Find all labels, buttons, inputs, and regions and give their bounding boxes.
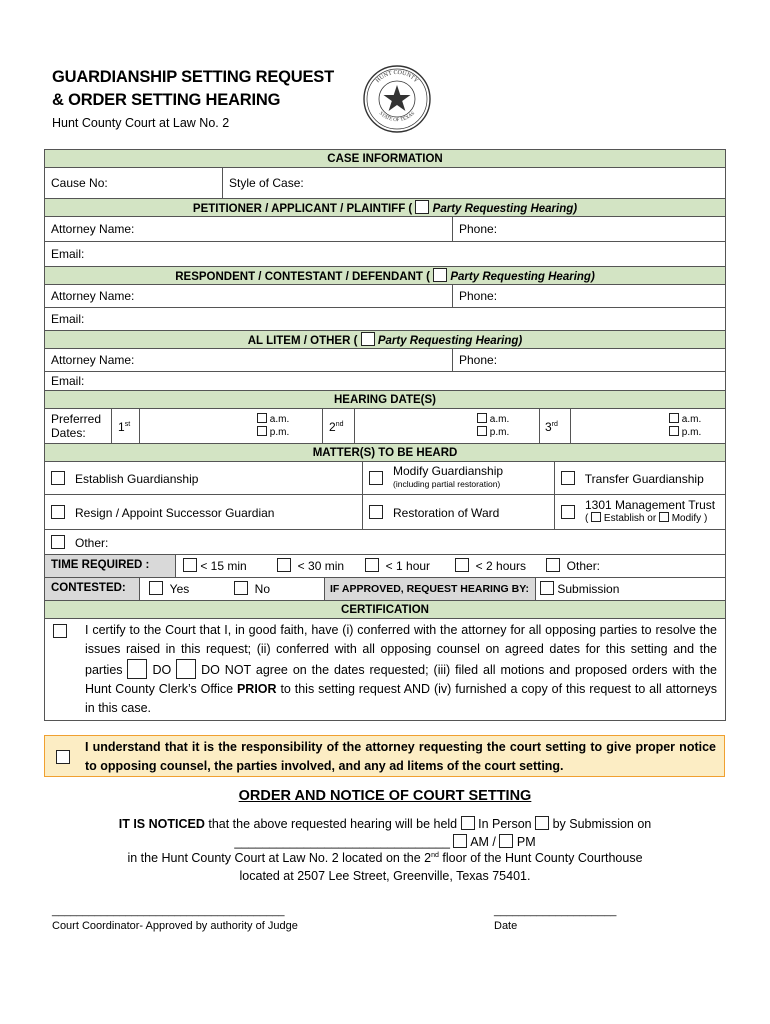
respondent-attorney-label: Attorney Name: [51, 289, 135, 303]
contested-no-option[interactable]: No [234, 581, 270, 596]
petitioner-attorney-field[interactable] [45, 217, 453, 242]
hearing-dates-heading: HEARING DATE(S) [45, 391, 726, 409]
time-other-option[interactable]: Other: [546, 558, 600, 573]
trust-checkbox[interactable] [561, 505, 575, 519]
management-trust-option[interactable]: 1301 Management Trust ( Establish or Modify ) [555, 495, 726, 530]
time-30-option[interactable]: < 30 min [277, 558, 344, 573]
pm-checkbox[interactable] [499, 834, 513, 848]
respondent-heading [45, 267, 726, 285]
title-line-2: & ORDER SETTING HEARING [52, 91, 281, 109]
trust-establish-checkbox[interactable] [591, 512, 601, 522]
date-3-am-checkbox[interactable] [669, 413, 679, 423]
resign-checkbox[interactable] [51, 505, 65, 519]
by-submission-checkbox[interactable] [535, 816, 549, 830]
date-2-pm-checkbox[interactable] [477, 426, 487, 436]
allitem-phone-field[interactable] [453, 349, 726, 372]
date-1-pm-checkbox[interactable] [257, 426, 267, 436]
transfer-checkbox[interactable] [561, 471, 575, 485]
petitioner-requesting-label: Party Requesting Hearing) [432, 203, 578, 215]
respondent-requesting-label: Party Requesting Hearing) [450, 271, 595, 283]
respondent-attorney-field[interactable] [45, 285, 453, 308]
preferred-line-1: Preferred [51, 412, 102, 426]
form-title [52, 66, 334, 112]
date-1-ampm: a.m. p.m. [257, 413, 289, 439]
establish-checkbox[interactable] [51, 471, 65, 485]
respondent-email-field[interactable] [45, 308, 726, 331]
date-signature-line[interactable]: ____________________ [494, 905, 617, 917]
restoration-option[interactable]: Restoration of Ward [363, 495, 555, 530]
time-1h-checkbox[interactable] [365, 558, 379, 572]
title-line-1: GUARDIANSHIP SETTING REQUEST [52, 68, 334, 86]
respondent-phone-label: Phone: [459, 289, 498, 303]
date-1-label: 1st [118, 420, 131, 434]
parties-do-checkbox[interactable] [127, 659, 147, 679]
order-location-line: in the Hunt County Court at Law No. 2 located on the 2nd floor of the Hunt County Courthouse [127, 851, 643, 865]
matters-heading: MATTER(S) TO BE HEARD [45, 444, 726, 462]
petitioner-heading-text: PETITIONER / APPLICANT / PLAINTIFF ( [192, 203, 413, 215]
allitem-phone-label: Phone: [459, 353, 498, 367]
allitem-attorney-field[interactable] [45, 349, 453, 372]
allitem-email-field[interactable] [45, 372, 726, 391]
restoration-checkbox[interactable] [369, 505, 383, 519]
allitem-requesting-checkbox[interactable] [361, 332, 375, 346]
date-3-pm-checkbox[interactable] [669, 426, 679, 436]
allitem-attorney-label: Attorney Name: [51, 353, 135, 367]
county-seal-icon [362, 64, 432, 134]
preferred-dates-label [51, 412, 101, 440]
respondent-phone-field[interactable] [453, 285, 726, 308]
date-1-input[interactable] [140, 409, 320, 443]
am-checkbox[interactable] [453, 834, 467, 848]
modify-guardianship-option[interactable]: Modify Guardianship (including partial restoration) [363, 462, 555, 495]
petitioner-phone-field[interactable] [453, 217, 726, 242]
respondent-requesting-checkbox[interactable] [433, 268, 447, 282]
order-title: ORDER AND NOTICE OF COURT SETTING [238, 788, 532, 804]
time-15-option[interactable]: < 15 min [183, 558, 247, 573]
allitem-heading [45, 331, 726, 349]
allitem-requesting-label: Party Requesting Hearing) [377, 335, 523, 347]
respondent-heading-text: RESPONDENT / CONTESTANT / DEFENDANT ( [175, 271, 430, 283]
submission-option[interactable]: Submission [540, 581, 619, 596]
certification-checkbox[interactable] [53, 624, 67, 638]
parties-do-not-checkbox[interactable] [176, 659, 196, 679]
resign-guardian-option[interactable]: Resign / Appoint Successor Guardian [45, 495, 363, 530]
contested-row [45, 578, 726, 601]
time-30-checkbox[interactable] [277, 558, 291, 572]
transfer-guardianship-option[interactable]: Transfer Guardianship [555, 462, 726, 495]
date-1-am-checkbox[interactable] [257, 413, 267, 423]
understand-text: I understand that it is the responsibility of the attorney requesting the court setting to give proper notice to opposing counsel, the parties involved, and any ad litems of the court setting. [85, 740, 716, 773]
order-notice-line: IT IS NOTICED that the above requested hearing will be held In Person by Submission on [118, 817, 652, 831]
trust-modify-checkbox[interactable] [659, 512, 669, 522]
petitioner-phone-label: Phone: [459, 222, 498, 236]
date-label: Date [494, 920, 518, 932]
other-matter-checkbox[interactable] [51, 535, 65, 549]
coordinator-label: Court Coordinator- Approved by authority of Judge [52, 920, 298, 932]
date-2-label: 2nd [329, 420, 344, 434]
contested-yes-option[interactable]: Yes [149, 581, 189, 596]
style-of-case-field[interactable] [223, 168, 726, 199]
order-datetime-line: _______________________________ AM / PM [234, 835, 536, 849]
establish-guardianship-option[interactable]: Establish Guardianship [45, 462, 363, 495]
allitem-email-label: Email: [51, 374, 85, 388]
date-3-ampm: a.m. p.m. [669, 413, 701, 439]
date-2-ampm: a.m. p.m. [477, 413, 509, 439]
petitioner-attorney-label: Attorney Name: [51, 222, 135, 236]
in-person-checkbox[interactable] [461, 816, 475, 830]
court-subtitle: Hunt County Court at Law No. 2 [52, 116, 230, 130]
modify-checkbox[interactable] [369, 471, 383, 485]
respondent-email-label: Email: [51, 312, 85, 326]
petitioner-requesting-checkbox[interactable] [415, 200, 429, 214]
approved-label: IF APPROVED, REQUEST HEARING BY: [330, 583, 529, 595]
other-matter-option[interactable]: Other: [45, 530, 726, 555]
certification-heading: CERTIFICATION [45, 601, 726, 619]
time-required-row [45, 555, 726, 578]
time-other-checkbox[interactable] [546, 558, 560, 572]
notice-responsibility-box [44, 735, 725, 777]
petitioner-email-field[interactable] [45, 242, 726, 267]
svg-text:STATE OF TEXAS: STATE OF TEXAS [377, 111, 417, 124]
submission-checkbox[interactable] [540, 581, 554, 595]
contested-no-checkbox[interactable] [234, 581, 248, 595]
guardianship-form-table [44, 149, 726, 721]
time-15-checkbox[interactable] [183, 558, 197, 572]
contested-label: CONTESTED: [51, 582, 126, 594]
svg-text:HUNT COUNTY: HUNT COUNTY [375, 69, 419, 85]
order-address-line: located at 2507 Lee Street, Greenville, Texas 75401. [239, 869, 531, 883]
time-2h-checkbox[interactable] [455, 558, 469, 572]
petitioner-heading [45, 199, 726, 217]
case-info-heading: CASE INFORMATION [45, 150, 726, 168]
petitioner-email-label: Email: [51, 247, 85, 261]
style-of-case-label: Style of Case: [229, 176, 304, 190]
understand-checkbox[interactable] [56, 750, 70, 764]
date-2-am-checkbox[interactable] [477, 413, 487, 423]
time-2h-option[interactable]: < 2 hours [455, 558, 526, 573]
cause-no-label: Cause No: [51, 176, 108, 190]
preferred-line-2: Dates: [51, 426, 86, 440]
order-date-blank[interactable]: _______________________________ [234, 835, 450, 849]
date-3-input[interactable] [571, 409, 671, 443]
allitem-heading-text: AL LITEM / OTHER ( [247, 335, 358, 347]
time-1h-option[interactable]: < 1 hour [365, 558, 430, 573]
contested-yes-checkbox[interactable] [149, 581, 163, 595]
time-required-label: TIME REQUIRED : [51, 559, 150, 571]
date-3-label: 3rd [545, 420, 558, 434]
certification-text: I certify to the Court that I, in good faith, have (i) conferred with the attorney for all opposing parties to resolve the issues raised in this request; (ii) conferred with all opposing counsel on agreed dates for this setting and the parties DO DO NOT agree on the dates requested; (iii) filed all motions and proposed orders with the Hunt County Clerk’s Office PRIOR to this setting request AND (iv) furnished a copy of this request to all attorneys in this case. [45, 619, 726, 721]
preferred-dates-row [45, 409, 726, 444]
cause-no-field[interactable] [45, 168, 223, 199]
coordinator-signature-line[interactable]: ______________________________________ [52, 905, 285, 917]
